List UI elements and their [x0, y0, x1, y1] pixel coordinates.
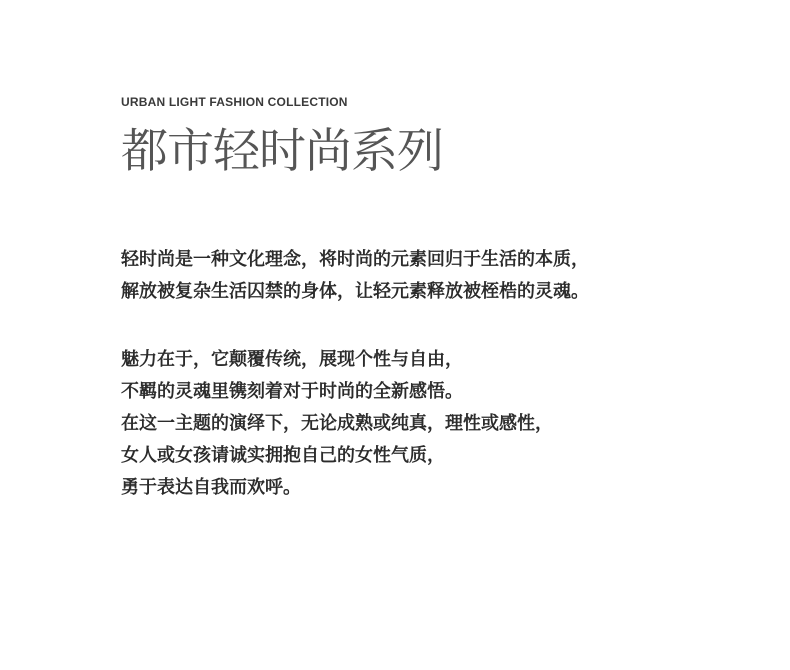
article [121, 94, 761, 504]
paragraph-line: 魅力在于，它颠覆传统，展现个性与自由， [121, 349, 463, 370]
paragraph-line: 轻时尚是一种文化理念，将时尚的元素回归于生活的本质， [121, 249, 589, 270]
collection-eyebrow: URBAN LIGHT FASHION COLLECTION [121, 95, 348, 109]
paragraph-line: 女人或女孩请诚实拥抱自己的女性气质， [121, 445, 445, 466]
paragraph-line: 勇于表达自我而欢呼。 [121, 477, 301, 498]
paragraph-line: 在这一主题的演绎下，无论成熟或纯真，理性或感性， [121, 413, 553, 434]
manifesto-paragraph [121, 344, 761, 504]
paragraph-line: 解放被复杂生活囚禁的身体，让轻元素释放被桎梏的灵魂。 [121, 281, 589, 302]
page-title: 都市轻时尚系列 [121, 124, 443, 179]
paragraph-line: 不羁的灵魂里镌刻着对于时尚的全新感悟。 [121, 381, 463, 402]
intro-paragraph [121, 244, 761, 308]
